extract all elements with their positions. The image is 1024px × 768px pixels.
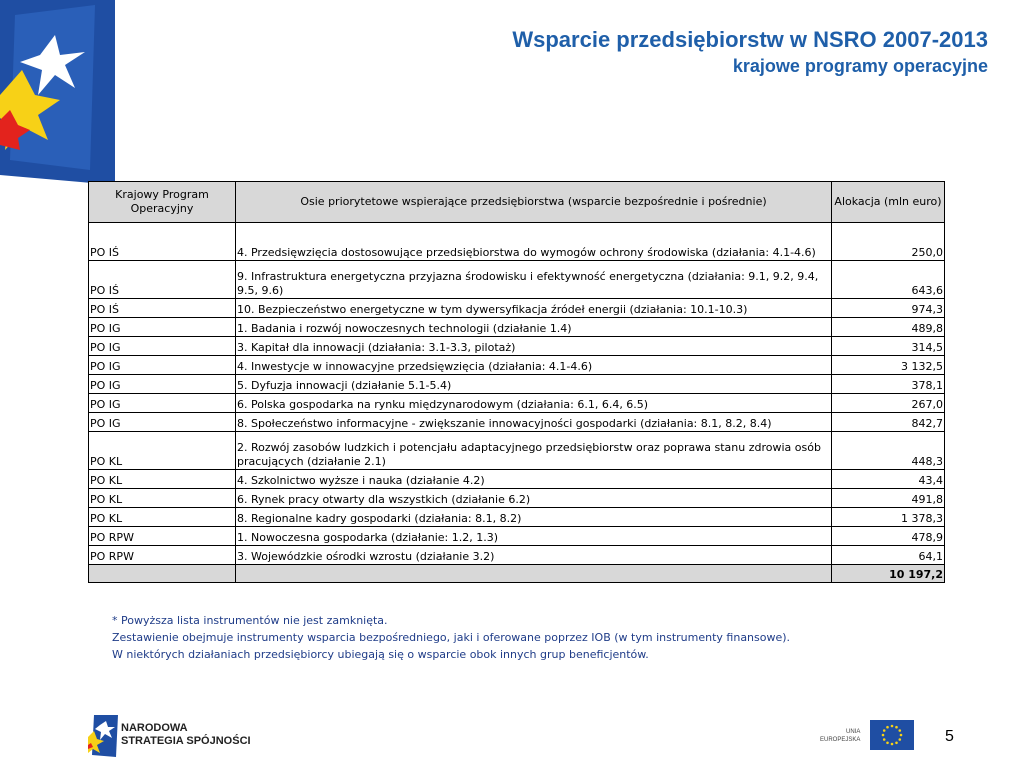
cell-axis: 9. Infrastruktura energetyczna przyjazna środowisku i efektywność energetyczna (działania: 9.1, 9.2, 9.4, 9.5, 9.6) <box>236 261 832 299</box>
cell-allocation: 3 132,5 <box>832 356 945 375</box>
cell-program: PO KL <box>89 470 236 489</box>
cell-axis: 3. Kapitał dla innowacji (działania: 3.1-3.3, pilotaż) <box>236 337 832 356</box>
eu-flag-icon <box>870 720 914 750</box>
cell-allocation: 448,3 <box>832 432 945 470</box>
eu-label-line2: EUROPEJSKA <box>820 737 861 743</box>
slide-title-block <box>512 26 988 78</box>
cell-program: PO IG <box>89 394 236 413</box>
cell-program: PO IG <box>89 375 236 394</box>
table-row <box>89 470 945 489</box>
footnote: * Powyższa lista instrumentów nie jest zamknięta. <box>112 614 388 627</box>
cell-axis: 4. Przedsięwzięcia dostosowujące przedsiębiorstwa do wymogów ochrony środowiska (działania: 4.1-4.6) <box>236 223 832 261</box>
cell-allocation: 378,1 <box>832 375 945 394</box>
nss-logo-line1: NARODOWA <box>121 722 188 734</box>
cell-program: PO KL <box>89 508 236 527</box>
cell-axis: 8. Społeczeństwo informacyjne - zwiększanie innowacyjności gospodarki (działania: 8.1, 8.2, 8.4) <box>236 413 832 432</box>
cell-program: PO IŚ <box>89 299 236 318</box>
allocation-table <box>88 181 945 583</box>
table-row <box>89 356 945 375</box>
table-row <box>89 508 945 527</box>
cell-total-empty <box>236 565 832 583</box>
table-row <box>89 546 945 565</box>
cell-total: 10 197,2 <box>832 565 945 583</box>
table-row <box>89 413 945 432</box>
cell-total-empty <box>89 565 236 583</box>
cell-allocation: 842,7 <box>832 413 945 432</box>
table-row <box>89 337 945 356</box>
table-total-row <box>89 565 945 583</box>
cell-program: PO IG <box>89 318 236 337</box>
eu-label-line1: UNIA <box>846 729 861 735</box>
header-allocation: Alokacja (mln euro) <box>832 182 945 223</box>
nss-logo-top <box>0 0 118 185</box>
cell-axis: 3. Wojewódzkie ośrodki wzrostu (działanie 3.2) <box>236 546 832 565</box>
slide-title: Wsparcie przedsiębiorstw w NSRO 2007-2013 <box>512 27 988 52</box>
cell-program: PO IG <box>89 413 236 432</box>
footnotes <box>112 612 912 663</box>
cell-axis: 5. Dyfuzja innowacji (działanie 5.1-5.4) <box>236 375 832 394</box>
cell-allocation: 43,4 <box>832 470 945 489</box>
nss-logo-line2: STRATEGIA SPÓJNOŚCI <box>121 735 251 747</box>
cell-program: PO IG <box>89 337 236 356</box>
cell-program: PO KL <box>89 432 236 470</box>
table-row <box>89 527 945 546</box>
cell-program: PO IŚ <box>89 223 236 261</box>
cell-allocation: 478,9 <box>832 527 945 546</box>
table-row <box>89 299 945 318</box>
cell-allocation: 314,5 <box>832 337 945 356</box>
cell-allocation: 974,3 <box>832 299 945 318</box>
cell-axis: 4. Inwestycje w innowacyjne przedsięwzięcia (działania: 4.1-4.6) <box>236 356 832 375</box>
footnote: Zestawienie obejmuje instrumenty wsparcia bezpośredniego, jaki i oferowane poprzez IOB (w tym instrumenty finansowe). <box>112 631 791 644</box>
table-header-row <box>89 182 945 223</box>
cell-allocation: 250,0 <box>832 223 945 261</box>
page-number: 5 <box>945 728 954 745</box>
table-row <box>89 261 945 299</box>
cell-allocation: 489,8 <box>832 318 945 337</box>
eu-label <box>820 728 860 744</box>
cell-axis: 2. Rozwój zasobów ludzkich i potencjału adaptacyjnego przedsiębiorstw oraz poprawa stanu zdrowia osób pracujących (działanie 2.1) <box>236 432 832 470</box>
cell-allocation: 1 378,3 <box>832 508 945 527</box>
table-row <box>89 318 945 337</box>
nss-logo-text <box>121 722 251 748</box>
table-row <box>89 223 945 261</box>
cell-axis: 6. Rynek pracy otwarty dla wszystkich (działanie 6.2) <box>236 489 832 508</box>
table-row <box>89 489 945 508</box>
cell-axis: 1. Nowoczesna gospodarka (działanie: 1.2, 1.3) <box>236 527 832 546</box>
cell-allocation: 643,6 <box>832 261 945 299</box>
cell-program: PO RPW <box>89 546 236 565</box>
table-row <box>89 394 945 413</box>
cell-axis: 4. Szkolnictwo wyższe i nauka (działanie 4.2) <box>236 470 832 489</box>
cell-allocation: 267,0 <box>832 394 945 413</box>
header-axes: Osie priorytetowe wspierające przedsiębiorstwa (wsparcie bezpośrednie i pośrednie) <box>236 182 832 223</box>
table-row <box>89 375 945 394</box>
header-program: Krajowy Program Operacyjny <box>89 182 236 223</box>
cell-axis: 10. Bezpieczeństwo energetyczne w tym dywersyfikacja źródeł energii (działania: 10.1-10.3) <box>236 299 832 318</box>
cell-program: PO IŚ <box>89 261 236 299</box>
footnote: W niektórych działaniach przedsiębiorcy ubiegają się o wsparcie obok innych grup beneficjentów. <box>112 648 649 661</box>
cell-axis: 1. Badania i rozwój nowoczesnych technologii (działanie 1.4) <box>236 318 832 337</box>
cell-allocation: 64,1 <box>832 546 945 565</box>
cell-program: PO KL <box>89 489 236 508</box>
table-row <box>89 432 945 470</box>
cell-allocation: 491,8 <box>832 489 945 508</box>
cell-axis: 6. Polska gospodarka na rynku międzynarodowym (działania: 6.1, 6.4, 6.5) <box>236 394 832 413</box>
cell-program: PO RPW <box>89 527 236 546</box>
cell-program: PO IG <box>89 356 236 375</box>
slide-subtitle: krajowe programy operacyjne <box>732 56 988 76</box>
cell-axis: 8. Regionalne kadry gospodarki (działania: 8.1, 8.2) <box>236 508 832 527</box>
